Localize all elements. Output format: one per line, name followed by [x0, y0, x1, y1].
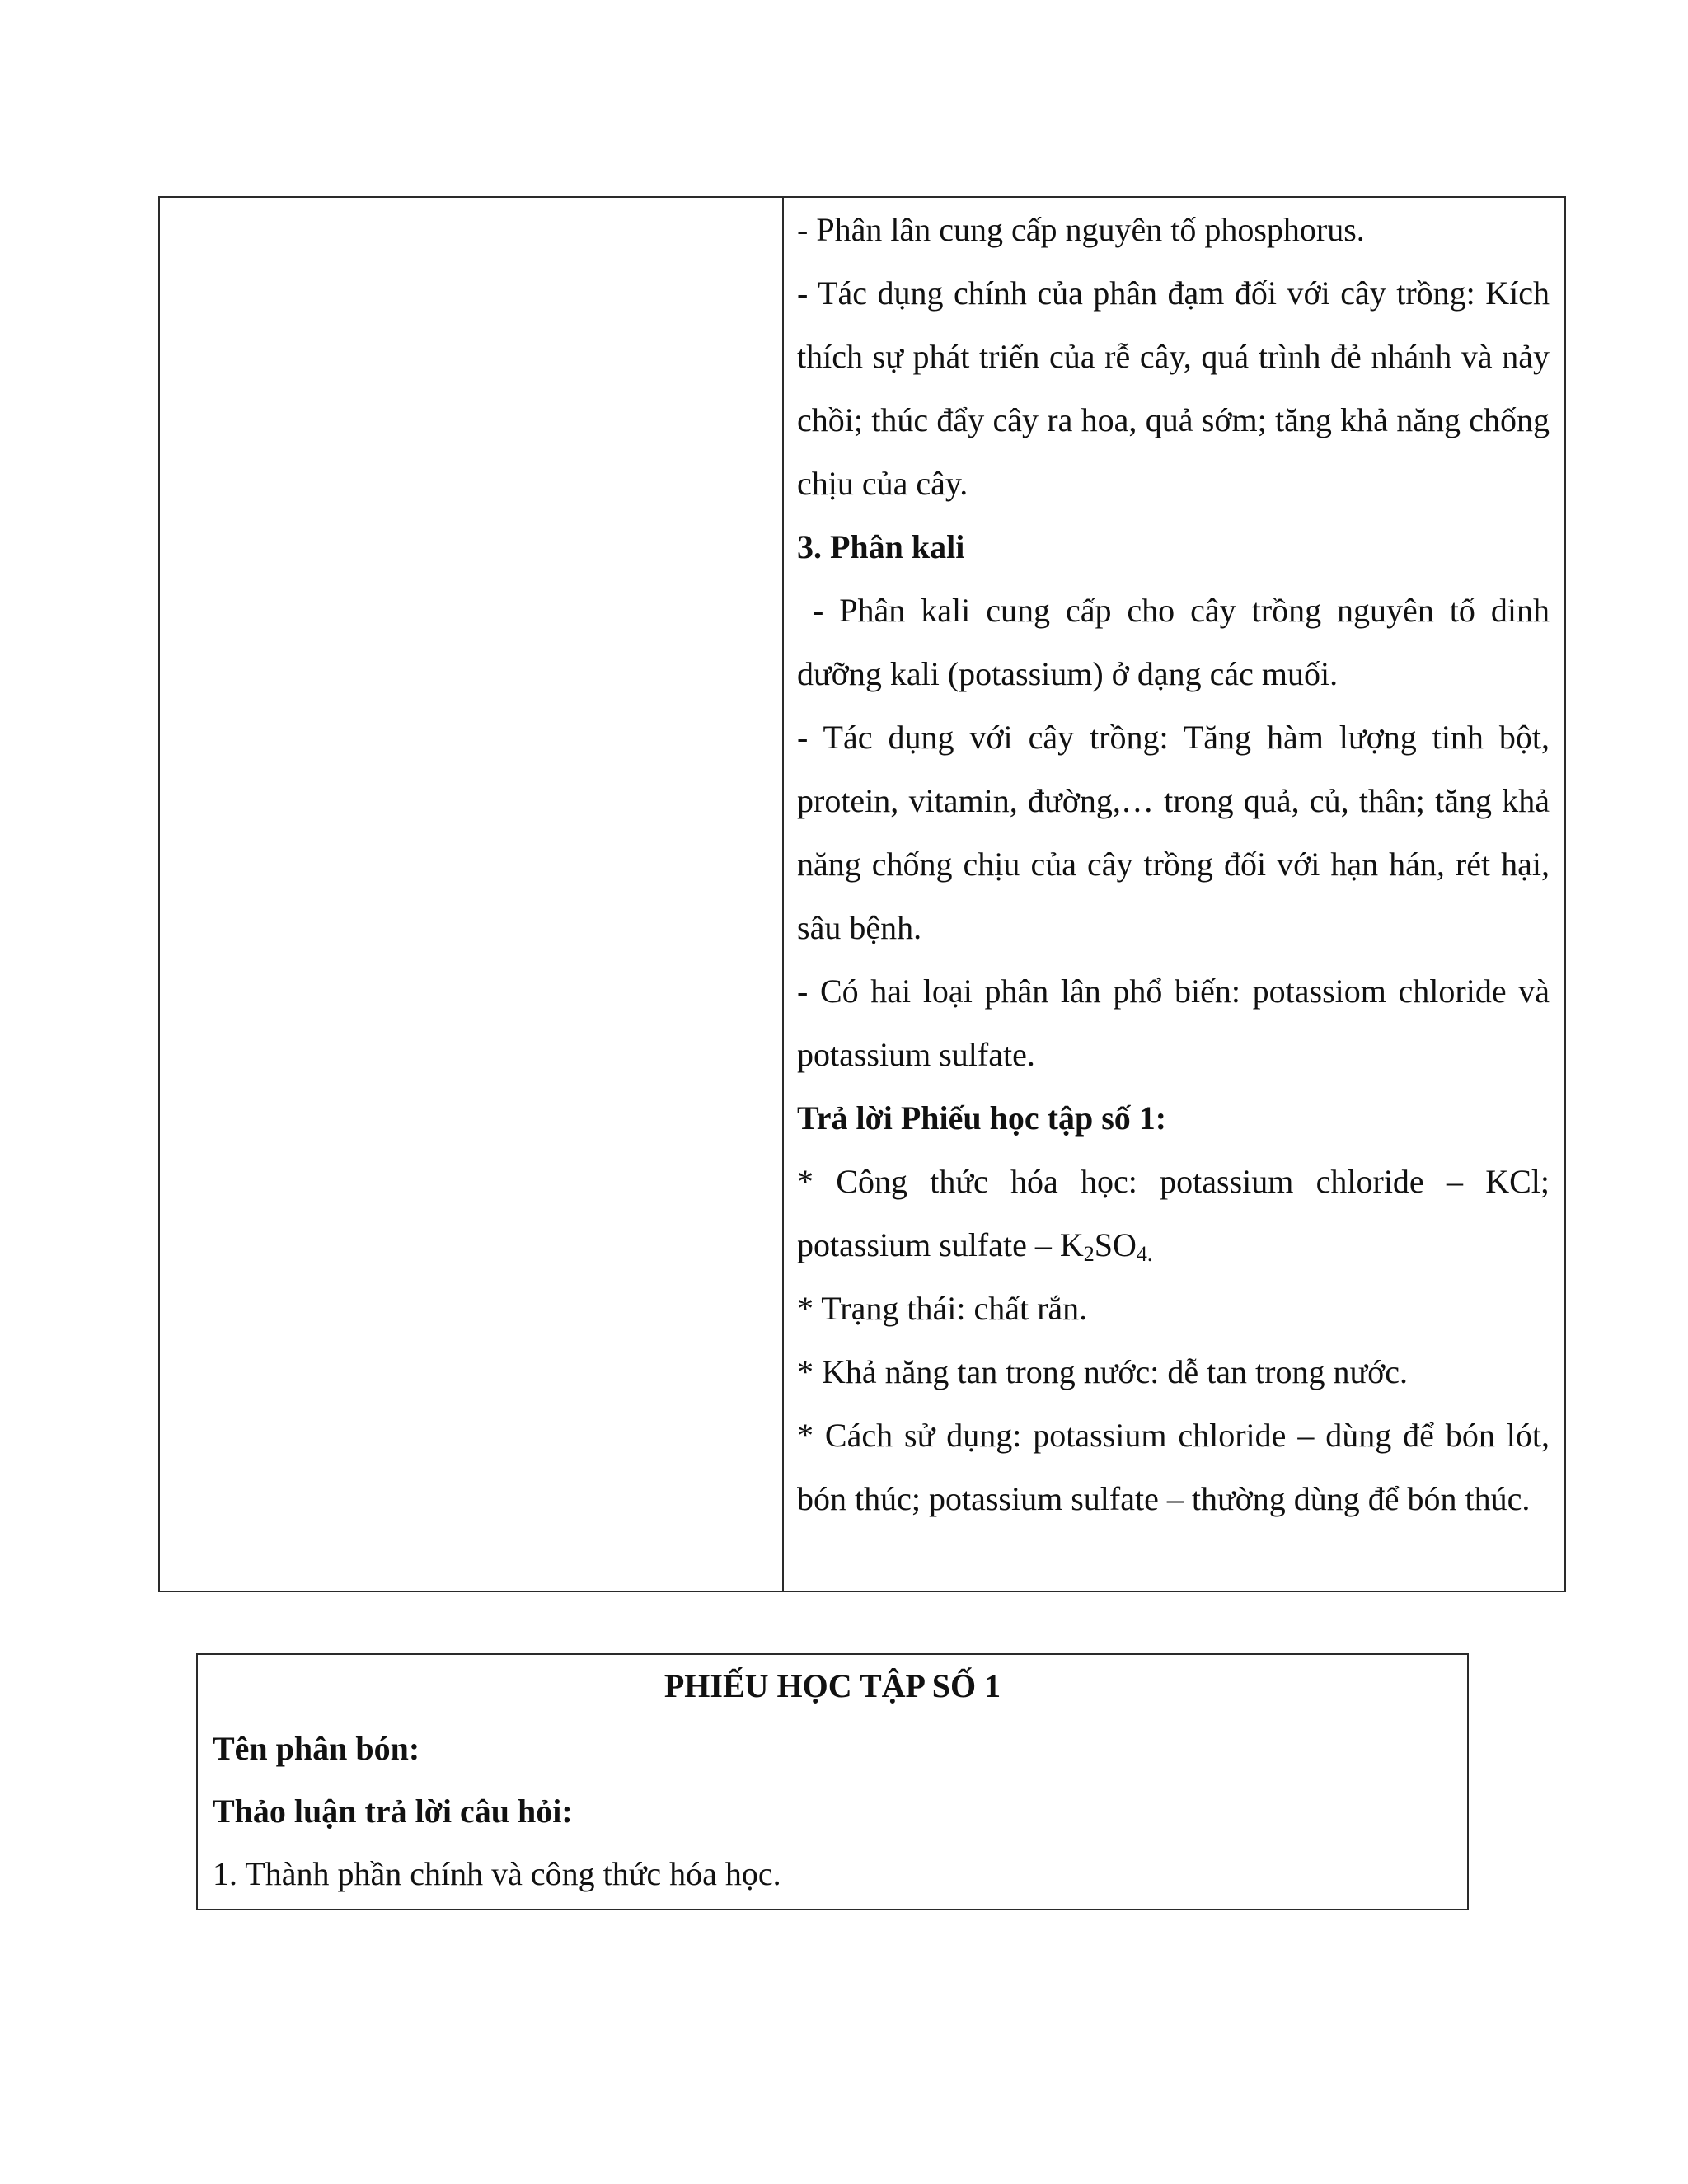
solubility-paragraph: * Khả năng tan trong nước: dễ tan trong nước.	[797, 1353, 1409, 1390]
fertilizer-name-label: Tên phân bón:	[213, 1730, 420, 1767]
chemical-formula-paragraph	[797, 1150, 1550, 1277]
state-paragraph: * Trạng thái: chất rắn.	[797, 1290, 1088, 1327]
worksheet-title: PHIẾU HỌC TẬP SỐ 1	[663, 1667, 1001, 1704]
nitrogen-effect-paragraph: - Tác dụng chính của phân đạm đối với cây trồng: Kích thích sự phát triển của rễ cây, quá trình đẻ nhánh và nảy chồi; thúc đẩy cây ra hoa, quả sớm; tăng khả năng chống chịu của cây.	[797, 274, 1550, 502]
potassium-supply-paragraph: - Phân kali cung cấp cho cây trồng nguyên tố dinh dưỡng kali (potassium) ở dạng các muối.	[797, 592, 1558, 692]
potassium-types-paragraph: - Có hai loại phân lân phổ biến: potassiom chloride và potassium sulfate.	[797, 972, 1550, 1073]
formula-so: SO	[1094, 1226, 1137, 1263]
usage-paragraph: * Cách sử dụng: potassium chloride – dùng để bón lót, bón thúc; potassium sulfate – thường dùng để bón thúc.	[797, 1417, 1550, 1517]
formula-subscript-4: 4.	[1136, 1242, 1153, 1266]
worksheet-answer-heading: Trả lời Phiếu học tập số 1:	[797, 1099, 1167, 1137]
phosphorus-paragraph: - Phân lân cung cấp nguyên tố phosphorus.	[797, 211, 1365, 248]
teacher-activity-cell	[160, 198, 784, 1591]
question-1: 1. Thành phần chính và công thức hóa học.	[213, 1855, 781, 1892]
discussion-label: Thảo luận trả lời câu hỏi:	[213, 1793, 573, 1830]
content-cell	[784, 198, 1564, 1591]
potassium-effect-paragraph: - Tác dụng với cây trồng: Tăng hàm lượng tinh bột, protein, vitamin, đường,… trong quả, củ, thân; tăng khả năng chống chịu của cây trồng đối với hạn hán, rét hại, sâu bệnh.	[797, 719, 1550, 946]
formula-subscript-2: 2	[1083, 1242, 1095, 1266]
worksheet-box	[196, 1653, 1469, 1910]
potassium-heading: 3. Phân kali	[797, 528, 965, 565]
content-table	[158, 196, 1566, 1592]
formula-text: * Công thức hóa học: potassium chloride – KCl; potassium sulfate – K	[797, 1163, 1550, 1263]
